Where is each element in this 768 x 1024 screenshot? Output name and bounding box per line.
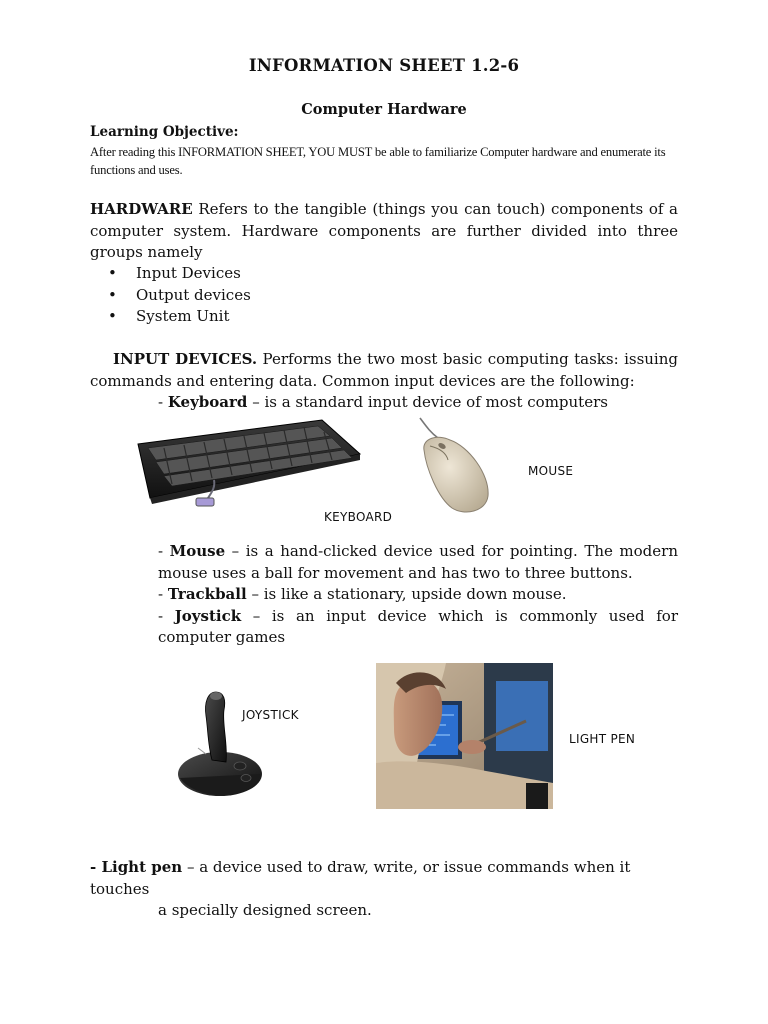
input-devices-descriptions <box>158 541 678 649</box>
light-pen-definition-continued: a specially designed screen. <box>158 901 372 919</box>
light-pen-photo <box>376 663 553 809</box>
joystick-definition: - Joystick – is an input device which is commonly used for computer games <box>158 606 679 646</box>
mouse-definition: - Mouse – is a hand-clicked device used for pointing. The modern mouse uses a ball for movement and has two to three buttons. <box>158 542 678 582</box>
list-item-label: Output devices <box>136 285 251 304</box>
light-pen-definition: - Light pen – a device used to draw, write, or issue commands when it touches a specially designed screen. <box>90 857 678 922</box>
hardware-definition: Refers to the tangible (things you can touch) components of a computer system. Hardware components are further divided into three groups namely <box>90 200 678 261</box>
list-item-label: Input Devices <box>136 264 241 282</box>
joystick-caption: JOYSTICK <box>242 708 299 722</box>
mouse-image <box>408 416 498 516</box>
list-item <box>108 263 251 285</box>
keyboard-definition: - Keyboard – is a standard input device of most computers <box>158 393 608 411</box>
keyboard-term: Keyboard <box>167 393 248 411</box>
learning-objective-text: After reading this INFORMATION SHEET, YOU MUST be able to familiarize Computer hardware and enumerate its functions and uses. <box>90 145 666 177</box>
keyboard-caption: KEYBOARD <box>324 510 393 524</box>
list-item <box>108 306 251 328</box>
bullet-icon: • <box>108 264 117 282</box>
input-devices-paragraph <box>90 349 678 392</box>
hardware-term: HARDWARE <box>90 200 193 218</box>
light-pen-term: - Light pen <box>90 858 183 876</box>
mouse-term: Mouse <box>169 542 226 560</box>
bullet-icon: • <box>108 307 117 325</box>
keyboard-image <box>134 418 362 510</box>
joystick-term: Joystick <box>174 606 242 625</box>
input-devices-term: INPUT DEVICES. <box>113 350 258 368</box>
mouse-caption: MOUSE <box>528 464 574 478</box>
input-devices-definition: Performs the two most basic computing tasks: issuing commands and entering data. Common input devices are the following: <box>90 350 678 390</box>
light-pen-caption: LIGHT PEN <box>569 732 636 746</box>
hardware-paragraph <box>90 199 678 264</box>
hardware-groups-list <box>108 263 251 328</box>
joystick-image <box>162 686 272 806</box>
page-subtitle: Computer Hardware <box>301 101 467 118</box>
trackball-term: Trackball <box>167 585 247 603</box>
trackball-definition: - Trackball – is like a stationary, upside down mouse. <box>158 585 567 603</box>
page-title: INFORMATION SHEET 1.2-6 <box>248 56 520 75</box>
list-item-label: System Unit <box>136 307 230 325</box>
bullet-icon: • <box>108 285 117 304</box>
list-item <box>108 285 251 307</box>
learning-objective-heading: Learning Objective: <box>90 124 239 140</box>
